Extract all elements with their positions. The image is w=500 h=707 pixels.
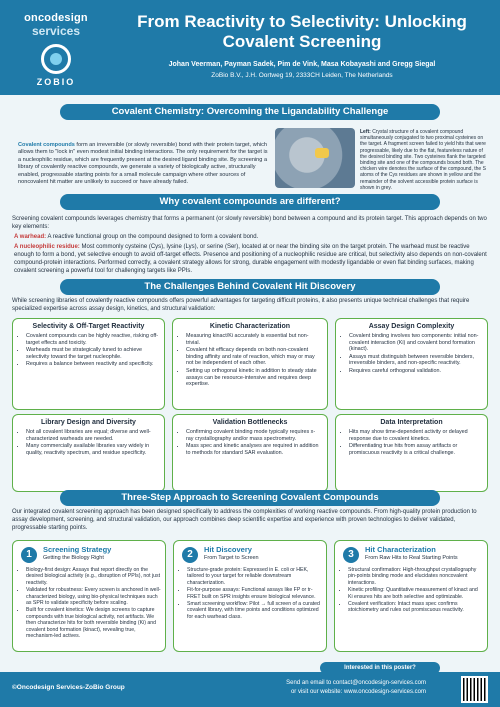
challenge-title: Library Design and Diversity [41,419,136,426]
figure-caption [360,129,488,191]
interest-banner: Interested in this poster? [320,662,440,674]
three-step-intro-paragraph: Our integrated covalent screening approach has been designed specifically to address the complexities of working reactive compounds. From high-quality protein production to assay development, screening, and structural validation, our approach combines deep scientific expertise and experience with proven technologies to deliver validated, progressable starting points. [12,509,477,531]
qr-code-icon[interactable] [461,676,488,703]
poster-footer [0,672,500,707]
list-item: • Kinetic profiling: Quantitative measurement of kinact and Ki ensures hits are both selective and optimizable. [348,587,483,600]
list-item: • Biology-first design: Assays that report directly on the desired biological activity (e.g., disruption of PPIs), not just reactivity. [26,567,161,586]
challenge-box-kinetic [172,318,328,410]
logo-emblem-icon [41,44,71,74]
list-item: • Measuring kinact/Ki accurately is essential but non-trivial. [186,333,322,346]
contact-website-link[interactable]: or visit our website: www.oncodesign-services.com [290,689,426,695]
challenge-title: Assay Design Complexity [368,323,455,330]
list-item: • Warheads must be strategically tuned to achieve selectivity toward the target nucleophile. [26,347,159,360]
step-title: Hit Discovery [204,545,252,554]
section-title-why-covalent: Why covalent compounds are different? [60,194,440,210]
list-item: • Requires a balance between reactivity and specificity. [26,361,159,368]
list-item [14,233,488,241]
nucleophile-text: Most commonly cysteine (Cys), lysine (Lys), or serine (Ser), located at or near the binding site on the target protein. The warhead must be reactive enough to form a bond, yet selective enough to avoid off-target effects. Presence and positioning of a nucleophilic residue are critical, but selectivity also depends on non-covalent compound-protein interactions. Performed correctly, a covalent strategy allows for strong, durable engagement with modestly ligandable or even flat binding surfaces, making covalent screening a powerful tool for challenging targets like PPIs. [14,244,487,274]
list-item: • Requires careful orthogonal validation. [349,368,482,375]
poster-authors: Johan Veerman, Payman Sadek, Pim de Vink, Masa Kobayashi and Gregg Siegal [168,61,436,68]
list-item: • Assays must distinguish between reversible binders, irreversible binders, and non-specific reactivity. [349,354,482,367]
diff-intro-paragraph: Screening covalent compounds leverages chemistry that forms a permanent (or slowly reversible) bond between a compound and its protein target. This approach depends on two key elements: [12,216,487,230]
list-item: • Smart screening workflow: Pilot → full screen of a curated covalent library, with time points and conditions optimized for each warhead class. [187,601,322,620]
section-title-three-step: Three-Step Approach to Screening Covalent Compounds [60,490,440,506]
crystal-structure-figure [275,128,355,188]
list-item: • Confirming covalent binding mode typically requires x-ray crystallography and/or mass spectrometry. [186,429,322,442]
warhead-text: A reactive functional group on the compound designed to form a covalent bond. [46,234,259,240]
list-item: • Covalent compounds can be highly reactive, risking off-target effects and toxicity. [26,333,159,346]
challenge-box-assay-design [335,318,488,410]
section-title-ligandability: Covalent Chemistry: Overcoming the Ligandability Challenge [60,104,440,120]
challenge-title: Selectivity & Off-Target Reactivity [32,323,145,330]
key-elements-list [14,233,488,277]
challenges-intro-paragraph: While screening libraries of covalently reactive compounds offers powerful advantages for targeting difficult proteins, it also presents unique technical challenges that require specialized expertise across assay design, kinetics, and structural validation: [12,298,470,312]
intro-paragraph [18,142,272,186]
list-item: • Mass spec and kinetic analyses are required in addition to methods for standard SAR evaluation. [186,443,322,456]
challenge-title: Data Interpretation [380,419,443,426]
list-item [14,243,488,275]
list-item: • Covalent binding involves two components: initial non-covalent interaction (Ki) and covalent bond formation (kinact). [349,333,482,353]
logo-sub-text: services [31,24,81,38]
challenge-title: Validation Bottlenecks [212,419,288,426]
intro-lead: Covalent compounds [18,142,75,148]
challenge-box-selectivity [12,318,165,410]
section-title-challenges: The Challenges Behind Covalent Hit Discovery [60,279,440,295]
step-subtitle: From Target to Screen [204,555,259,561]
step-card-2 [173,540,327,652]
caption-body: Crystal structure of a covalent compound simultaneously conjugated to two proximal cysteines on the target. A fragment screen failed to yield hits that were progressable, likely due to the flat, featureless nature of the desired binding site. Two cysteines flank the targeted binding site and one of the compounds bound both. The chicken wire denotes the surface of the compound, the S atoms of the Cys residues are shown in yellow and the remainder of the solvent accessible protein surface is shown in grey. [360,129,486,191]
step-subtitle: From Raw Hits to Real Starting Points [365,555,458,561]
step-card-3 [334,540,488,652]
list-item: • Many commercially available libraries vary widely in quality, reactivity spectrum, and residue specificity. [26,443,159,456]
oncodesign-logo-icon [6,6,106,92]
list-item: • Structure-grade protein: Expressed in E. coli or HEK, tailored to your target for reliable downstream characterization. [187,567,322,586]
step-number: 1 [21,547,37,563]
list-item: • Built for covalent kinetics: We design screens to capture compounds with true biological activity, not artifacts. We then characterize hits for both reversible binding (Ki) and covalent bond formation (kinact), revealing true, mechanism-led actives. [26,607,161,639]
list-item: • Not all covalent libraries are equal; diverse and well-characterized warheads are needed. [26,429,159,442]
challenge-box-library [12,414,165,492]
list-item: • Differentiating true hits from assay artifacts or promiscuous reactivity is a critical challenge. [349,443,482,456]
step-title: Hit Characterization [365,545,436,554]
caption-lead: Left: [360,129,371,135]
logo-main-text: oncodesign [24,12,88,24]
list-item: • Setting up orthogonal kinetic in addition to steady state assays can be resource-intensive and requires deep expertise. [186,368,322,388]
nucleophile-label: A nucleophilic residue: [14,244,80,250]
warhead-label: A warhead: [14,234,47,240]
list-item: • Structural confirmation: High-throughput crystallography pin-points binding mode and elucidates noncovalent interactions. [348,567,483,586]
step-subtitle: Getting the Biology Right [43,555,104,561]
intro-body: form an irreversible (or slowly reversible) bond with their protein target, which allows them to "lock in" even modest initial binding interactions. The only requirement for the target is a nucleophilic residue, which are frequently present at the desired ligand binding site. By screening a library of covalently reactive compounds, we generate a variety of biologically active, structurally enabled, progressable starting points for a small molecule campaign where other sources of noncovalent hit matter are unlikely to succeed or have already failed. [18,142,268,186]
challenge-title: Kinetic Characterization [209,323,291,330]
copyright-text: ©Oncodesign Services-ZoBio Group [12,684,125,691]
list-item: • Covalent hit efficacy depends on both non-covalent binding affinity and rate of reaction, which may or may not be independent of each other. [186,347,322,367]
list-item: • Hits may show time-dependent activity or delayed response due to covalent kinetics. [349,429,482,442]
poster-affiliation: ZoBio B.V., J.H. Oortweg 19, 2333CH Leiden, The Netherlands [211,72,393,79]
poster-title: From Reactivity to Selectivity: Unlocking Covalent Screening [137,12,467,51]
step-card-1 [12,540,166,652]
list-item: • Fit-for-purpose assays: Functional assays like FP or tr-FRET built on SPR insights ensure biological relevance. [187,587,322,600]
step-number: 2 [182,547,198,563]
step-number: 3 [343,547,359,563]
poster-header [0,0,500,95]
step-title: Screening Strategy [43,545,112,554]
challenge-box-data-interpretation [335,414,488,492]
list-item: • Covalent verification: Intact mass spec confirms stoichiometry and rules out promiscuous reactivity. [348,601,483,614]
contact-email-link[interactable]: Send an email to contact@oncodesign-services.com [286,680,426,686]
challenge-box-validation [172,414,328,492]
logo-zobio-text: ZOBIO [36,77,76,87]
list-item: • Validated for robustness: Every screen is anchored in well-characterized biology, using bio-physical techniques such as SPR to validate specificity before scaling. [26,587,161,606]
